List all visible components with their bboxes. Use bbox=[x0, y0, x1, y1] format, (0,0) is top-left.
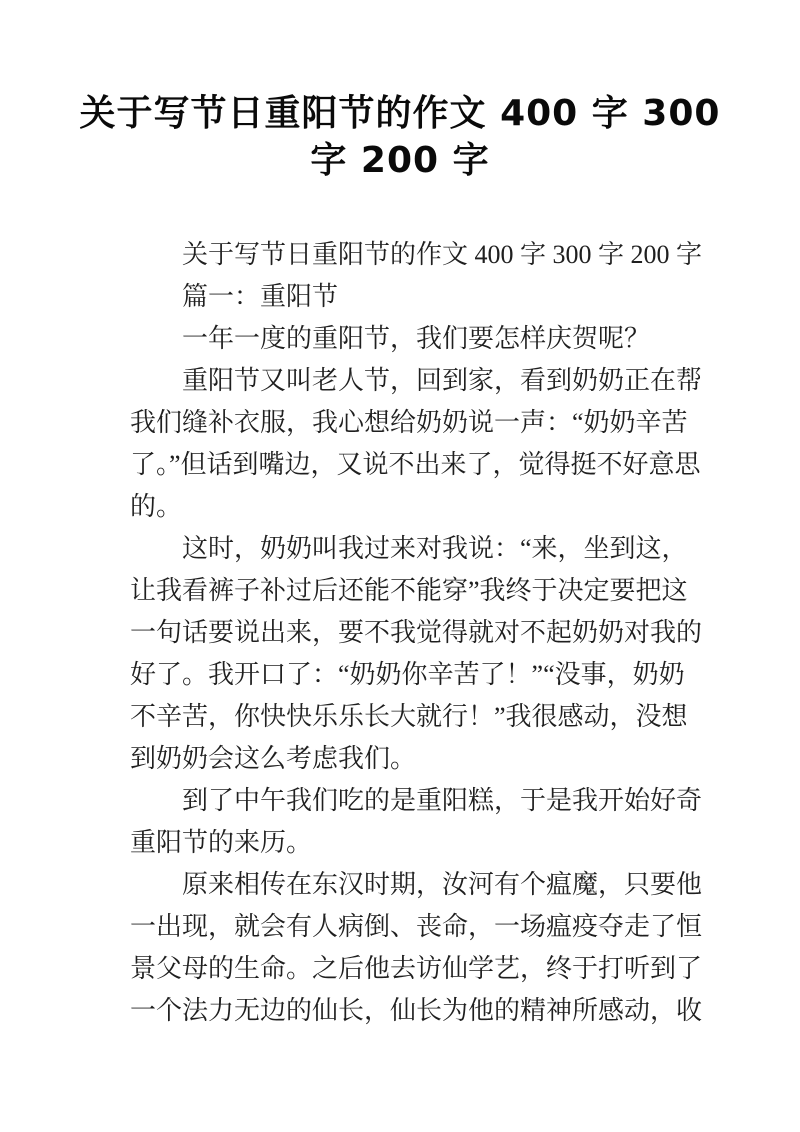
title-line-2: 字 200 字 bbox=[310, 140, 490, 181]
paragraph-body-1: 重阳节又叫老人节，回到家，看到奶奶正在帮我们缝补衣服，我心想给奶奶说一声：“奶奶辛苦了。”但话到嘴边，又说不出来了，觉得挺不好意思的。 bbox=[130, 366, 703, 521]
document-title bbox=[40, 90, 760, 184]
paragraph-section-label: 篇一：重阳节 bbox=[182, 282, 339, 311]
paragraph-body-4: 原来相传在东汉时期，汝河有个瘟魔，只要他一出现，就会有人病倒、丧命，一场瘟疫夺走了恒景父母的生命。之后他去访仙学艺，终于打听到了一个法力无边的仙长，仙长为他的精神所感动，收 bbox=[130, 870, 703, 1025]
document-body bbox=[130, 234, 711, 1032]
paragraph-heading: 关于写节日重阳节的作文 400 字 300 字 200 字 bbox=[182, 240, 703, 269]
paragraph-intro: 一年一度的重阳节，我们要怎样庆贺呢？ bbox=[182, 324, 651, 353]
paragraph-body-2: 这时，奶奶叫我过来对我说：“来，坐到这，让我看裤子补过后还能不能穿”我终于决定要把这一句话要说出来，要不我觉得就对不起奶奶对我的好了。我开口了：“奶奶你辛苦了！”“没事，奶奶 不辛苦，你快快乐乐长大就行！”我很感动，没想到奶奶会这么考虑我们。 bbox=[130, 534, 711, 773]
title-line-1: 关于写节日重阳节的作文 400 字 300 bbox=[79, 93, 721, 134]
paragraph-body-3: 到了中午我们吃的是重阳糕，于是我开始好奇重阳节的来历。 bbox=[130, 786, 703, 857]
